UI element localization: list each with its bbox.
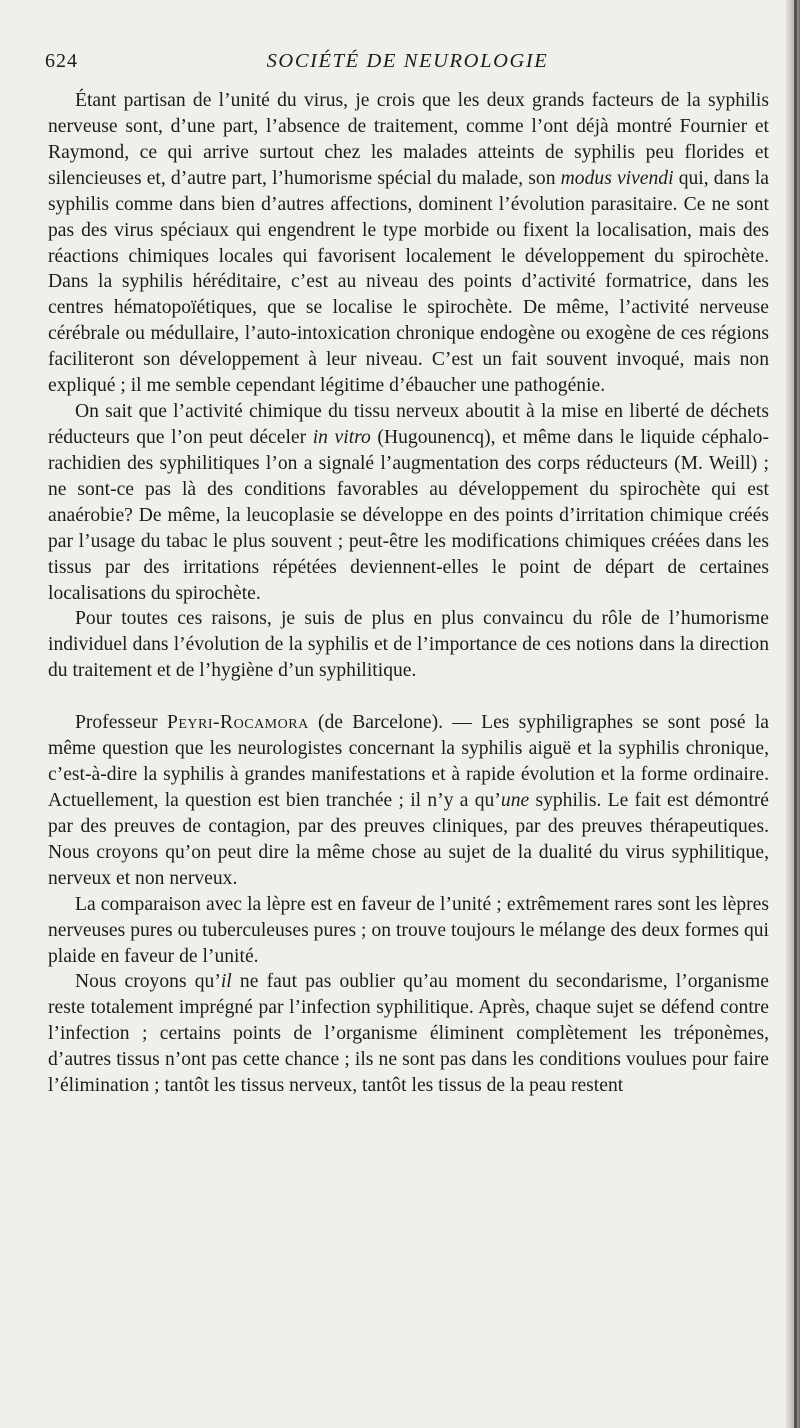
- page-body: [48, 88, 769, 1099]
- paragraph-text: (de Barcelone). — Les syphiligraphes se sont posé la même question que les neurologistes concernant la syphilis aiguë et la syphilis chronique, c’est-à-dire la syphilis à grandes manifestations et à rapide évolution et la forme ordinaire. Actuellement, la question est bien tranchée ; il n’y a qu’: [48, 712, 770, 811]
- paragraph-text: Nous croyons qu’: [75, 971, 221, 993]
- page-number: 624: [45, 50, 78, 72]
- paragraph-conclusion: Pour toutes ces raisons, je suis de plus en plus convaincu du rôle de l’humorisme individuel dans l’évolution de la syphilis et de l’importance de ces notions dans la direction du traitement et de l’hygiène d’un syphilitique.: [48, 608, 769, 682]
- paragraph-text: (Hugounencq), et même dans le liquide céphalo-rachidien des syphilitiques l’on a signalé l’augmentation des corps réducteurs (M. Weill) ; ne sont-ce pas là des conditions favorables au développement du spirochète qui est anaérobie? De même, la leucoplasie se développe en des points d’irritation chimique créés par l’usage du tabac le plus souvent ; peut-être les modifications chimiques créées dans les tissus par des irritations répétées deviennent-elles le point de départ de certaines localisations du spirochète.: [48, 426, 770, 604]
- page-edge-line: [794, 0, 797, 1428]
- paragraph-activite-chimique: [48, 399, 769, 606]
- page-header: [45, 50, 770, 78]
- speaker-name: Peyri-Rocamora: [166, 712, 309, 734]
- paragraph-text: Professeur: [75, 712, 167, 734]
- italic-term: in vitro: [312, 426, 371, 448]
- paragraph-secondarisme: [48, 969, 769, 1099]
- running-title: SOCIÉTÉ DE NEUROLOGIE: [266, 50, 549, 72]
- paragraph-text: qui, dans la syphilis comme dans bien d’autres affections, dominent l’évolution parasitaire. Ce ne sont pas des virus spéciaux qui engendrent le type morbide ou fixent la localisation, mais des réactions chimiques locales qui favorisent localement le développement du spirochète. Dans la syphilis héréditaire, c’est au niveau des points d’activité formatrice, dans les centres hématopoïétiques, que se localise le spirochète. De même, l’activité nerveuse cérébrale ou médullaire, l’auto-intoxication chronique endogène ou exogène de ces régions faciliteront son développement à leur niveau. C’est un fait souvent invoqué, mais non expliqué ; il me semble cependant légitime d’ébaucher une pathogénie.: [48, 167, 769, 397]
- paragraph-text: syphilis. Le fait est démontré par des preuves de contagion, par des preuves cliniques, par des preuves thérapeutiques. Nous croyons qu’on peut dire la même chose au sujet de la dualité du virus syphilitique, nerveux et non nerveux.: [48, 789, 769, 889]
- italic-term: une: [500, 789, 530, 811]
- italic-term: modus vivendi: [560, 167, 674, 189]
- paragraph-unite-virus: [48, 88, 769, 399]
- paragraph-peyri-rocamora: [48, 710, 769, 891]
- italic-term: il: [220, 971, 232, 993]
- paragraph-lepre: La comparaison avec la lèpre est en faveur de l’unité ; extrêmement rares sont les lèpres nerveuses pures ou tuberculeuses pures ; on trouve toujours le mélange des deux formes qui plaide en faveur de l’unité.: [48, 893, 769, 967]
- paragraph-text: Étant partisan de l’unité du virus, je crois que les deux grands facteurs de la syphilis nerveuse sont, d’une part, l’absence de traitement, comme l’ont déjà montré Fournier et Raymond, ce qui arrive surtout chez les malades atteints de syphilis peu florides et silencieuses et, d’autre part, l’humorisme spécial du malade, son: [48, 90, 769, 189]
- page-edge-shadow: [786, 0, 800, 1428]
- paragraph-text: On sait que l’activité chimique du tissu nerveux aboutit à la mise en liberté de déchets réducteurs que l’on peut déceler: [48, 401, 769, 448]
- paragraph-text: ne faut pas oublier qu’au moment du secondarisme, l’organisme reste totalement imprégné par l’infection syphilitique. Après, chaque sujet se défend contre l’infection ; certains points de l’organisme éliminent complètement les tréponèmes, d’autres tissus n’ont pas cette chance ; ils ne sont pas dans les conditions voulues pour faire l’élimination ; tantôt les tissus nerveux, tantôt les tissus de la peau restent: [48, 971, 769, 1097]
